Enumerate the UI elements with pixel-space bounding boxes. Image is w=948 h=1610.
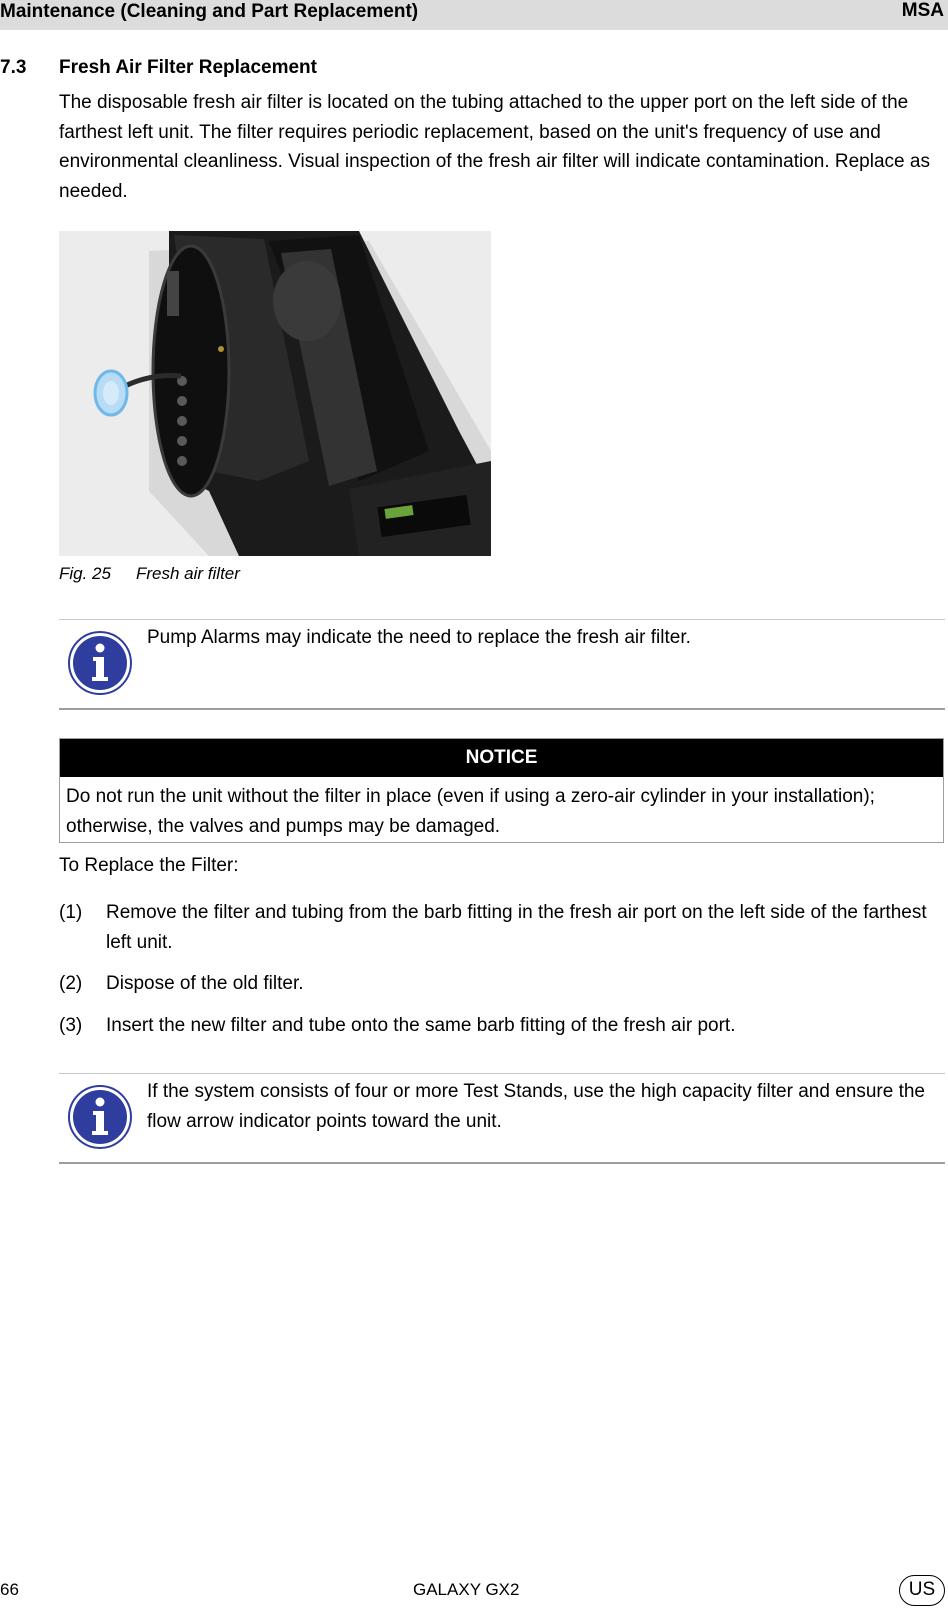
step-text: Dispose of the old filter. — [106, 973, 304, 994]
intro-paragraph: The disposable fresh air filter is located on the tubing attached to the upper port on the left side of the farthest left unit. The filter requires periodic replacement, based on the unit's frequency of use and environmental cleanliness. Visual inspection of the fresh air filter will indicate contamination. Replace as needed. — [59, 92, 930, 202]
page-header — [0, 0, 948, 30]
step-text: Insert the new filter and tube onto the same barb fitting of the fresh air port. — [106, 1015, 736, 1036]
info-note-high-capacity — [59, 1073, 945, 1164]
step-number: (2) — [59, 973, 83, 994]
note-text: If the system consists of four or more Test Stands, use the high capacity filter and ensure the flow arrow indicator points toward the unit. — [147, 1081, 925, 1132]
product-name: GALAXY GX2 — [413, 1580, 520, 1599]
info-icon — [67, 630, 133, 696]
notice-heading: NOTICE — [60, 739, 943, 777]
section-title: Fresh Air Filter Replacement — [59, 57, 317, 78]
figure-caption: Fresh air filter — [136, 564, 240, 583]
step-number: (1) — [59, 902, 83, 923]
notice-body: Do not run the unit without the filter in place (even if using a zero-air cylinder in your installation); otherwise, the valves and pumps may be damaged. — [66, 786, 875, 837]
info-icon — [67, 1084, 133, 1150]
header-brand: MSA — [901, 0, 944, 21]
figure-number: Fig. 25 — [59, 564, 111, 583]
region-badge: US — [899, 1575, 945, 1606]
fresh-air-filter-photo — [59, 231, 491, 556]
notice-box — [59, 738, 944, 843]
info-note-pump-alarms — [59, 619, 945, 710]
procedure-heading: To Replace the Filter: — [59, 855, 239, 876]
page-number: 66 — [0, 1580, 19, 1599]
header-title: Maintenance (Cleaning and Part Replacement) — [0, 1, 419, 22]
section-number: 7.3 — [0, 57, 27, 78]
step-number: (3) — [59, 1015, 83, 1036]
step-text: Remove the filter and tubing from the barb fitting in the fresh air port on the left side of the farthest left unit. — [106, 902, 927, 953]
note-text: Pump Alarms may indicate the need to replace the fresh air filter. — [147, 627, 691, 648]
photo-illustration — [59, 231, 491, 556]
